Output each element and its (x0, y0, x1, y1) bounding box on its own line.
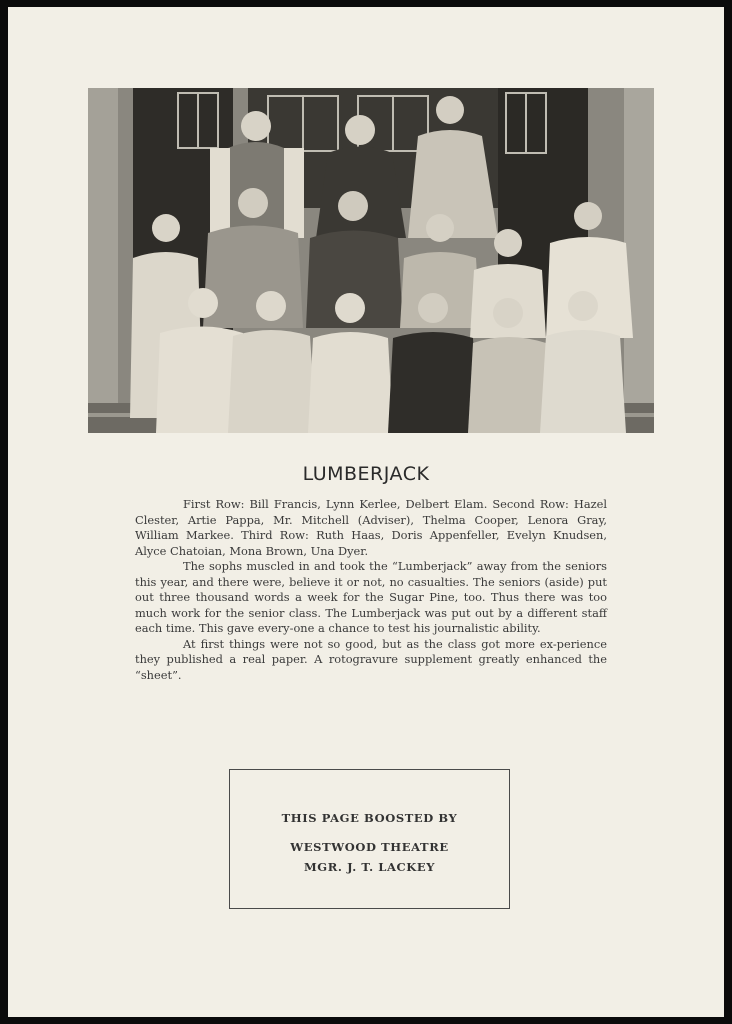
group-photo-illustration (88, 88, 654, 433)
article-body (135, 497, 607, 683)
article-title: LUMBERJACK (302, 463, 430, 485)
yearbook-page (8, 7, 724, 1017)
sponsor-box (229, 769, 510, 909)
sponsor-manager: MGR. J. T. LACKEY (303, 860, 436, 874)
group-photo (88, 88, 654, 433)
article-paragraph-2: At first things were not so good, but as the class got more ex-perience they published a real paper. A rotogravure supplement greatly enhanced the “sheet”. (135, 636, 607, 682)
article-paragraph-1: The sophs muscled in and took the “Lumberjack” away from the seniors this year, and there were, believe it or not, no casualties. The seniors (aside) put out three thousand words a week for the Sugar Pine, too. Thus there was too much work for the senior class. The Lumberjack was put out by a different staff each time. This gave every-one a chance to test his journalistic ability. (135, 559, 607, 635)
sponsor-heading: THIS PAGE BOOSTED BY (281, 811, 458, 825)
sponsor-name: WESTWOOD THEATRE (290, 840, 449, 854)
photo-caption: First Row: Bill Francis, Lynn Kerlee, Delbert Elam. Second Row: Hazel Clester, Artie Pappa, Mr. Mitchell (Adviser), Thelma Cooper, Lenora Gray, William Markee. Third Row: Ruth Haas, Doris Appenfeller, Evelyn Knudsen, Alyce Chatoian, Mona Brown, Una Dyer. (135, 497, 607, 558)
